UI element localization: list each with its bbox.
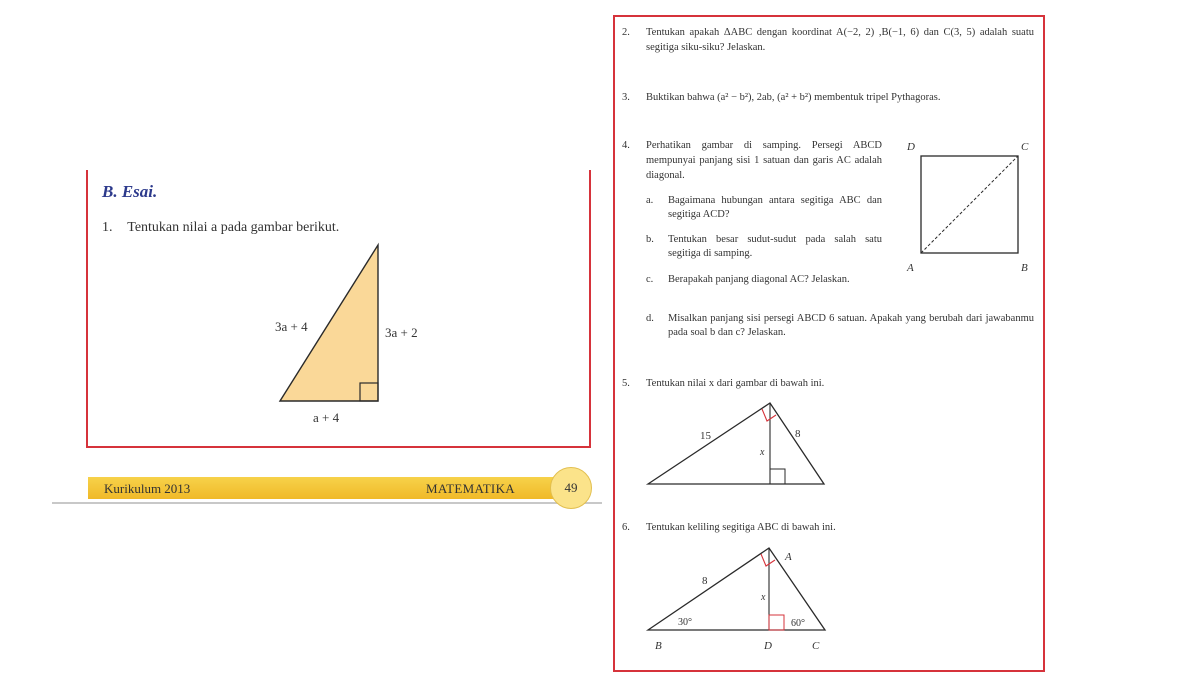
question-4d-text: Misalkan panjang sisi persegi ABCD 6 satuan. Apakah yang berubah dari jawabanmu pada soal b dan c? Jelaskan. [668, 313, 1034, 338]
question-4c-text: Berapakah panjang diagonal AC? Jelaskan. [668, 274, 850, 285]
figure-triangle-x [640, 395, 840, 495]
label-height-x: x [760, 447, 765, 458]
right-angle-marker-base [770, 469, 785, 484]
footer-subject: MATEMATIKA [426, 481, 515, 496]
footer-curriculum: Kurikulum 2013 [104, 481, 191, 496]
vertex-d-label: D [764, 640, 772, 652]
right-angle-marker-a [761, 554, 775, 566]
vertex-a-label: A [785, 551, 792, 563]
question-2-number: 2. [622, 27, 630, 38]
question-4-text: Perhatikan gambar di samping. Persegi ABCD mempunyai panjang sisi 1 satuan dan garis AC adalah diagonal. [646, 140, 882, 181]
question-5-text: Tentukan nilai x dari gambar di bawah ini. [646, 378, 825, 389]
label-height-x: x [761, 592, 766, 603]
figure-triangle-abc [640, 540, 840, 660]
question-3-text: Buktikan bahwa (a² − b²), 2ab, (a² + b²) membentuk tripel Pythagoras. [646, 92, 941, 103]
question-4d [646, 312, 1034, 340]
question-4a-text: Bagaimana hubungan antara segitiga ABC dan segitiga ACD? [668, 195, 882, 220]
label-side-ab: 8 [702, 575, 708, 587]
question-1 [102, 220, 339, 236]
question-5 [622, 376, 1034, 391]
question-4b-letter: b. [646, 234, 654, 245]
question-4-number: 4. [622, 140, 630, 151]
page-number: 49 [564, 480, 578, 495]
question-4c [646, 273, 882, 287]
question-6-text: Tentukan keliling segitiga ABC di bawah ini. [646, 522, 836, 533]
vertex-c-label: C [1021, 141, 1029, 153]
label-angle-c: 60° [791, 618, 805, 629]
footer-rule [52, 502, 602, 504]
triangle-shape [648, 403, 824, 484]
figure-right-triangle-a [260, 240, 460, 440]
question-2 [622, 25, 1034, 55]
vertex-c-label: C [812, 640, 820, 652]
question-3-number: 3. [622, 92, 630, 103]
section-title: B. Esai. [102, 182, 158, 201]
question-4b-text: Tentukan besar sudut-sudut pada salah satu segitiga di samping. [668, 234, 882, 259]
question-4 [622, 138, 882, 183]
right-angle-marker-d [769, 615, 784, 630]
vertex-b-label: B [1021, 262, 1028, 274]
question-2-text: Tentukan apakah ΔABC dengan koordinat A(−2, 2) ,B(−1, 6) dan C(3, 5) adalah suatu segitiga siku-siku? Jelaskan. [646, 27, 1034, 53]
label-vertical-side: 3a + 2 [385, 325, 418, 340]
question-4c-letter: c. [646, 274, 654, 285]
question-6 [622, 520, 1034, 535]
question-6-number: 6. [622, 522, 630, 533]
question-1-text: Tentukan nilai a pada gambar berikut. [127, 220, 340, 235]
question-4d-letter: d. [646, 313, 654, 324]
question-1-number: 1. [102, 220, 113, 235]
label-base: a + 4 [313, 410, 340, 425]
label-angle-b: 30° [678, 617, 692, 628]
question-4a-letter: a. [646, 195, 654, 206]
diagonal-ac [921, 156, 1018, 253]
right-angle-marker-apex [762, 409, 776, 421]
question-4b [646, 233, 882, 261]
vertex-b-label: B [655, 640, 662, 652]
figure-square-abcd [900, 135, 1040, 280]
label-hypotenuse: 3a + 4 [275, 319, 308, 334]
page-number-badge [550, 467, 592, 509]
question-4a [646, 194, 882, 222]
vertex-a-label: A [907, 262, 914, 274]
question-5-number: 5. [622, 378, 630, 389]
label-side-8: 8 [795, 428, 801, 440]
vertex-d-label: D [907, 141, 915, 153]
question-3 [622, 90, 1034, 105]
label-side-15: 15 [700, 430, 711, 442]
